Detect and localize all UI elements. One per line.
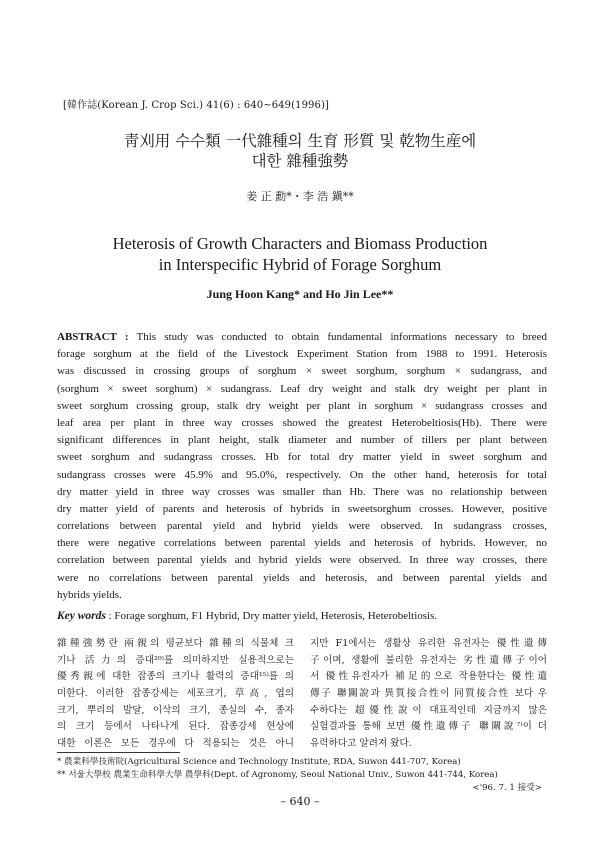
keywords-label: Key words (57, 610, 106, 622)
korean-title-line-2: 대한 雜種強勢 (251, 152, 349, 170)
keywords-text: : Forage sorghum, F1 Hybrid, Dry matter yield, Heterosis, Heterobeltiosis. (105, 610, 438, 622)
footnote-affiliation-1: * 農業科學技術院(Agricultural Science and Technology Institute, RDA, Suwon 441-707, Korea) (57, 757, 461, 767)
abstract-line: dry matter yield in three way crosses was smaller than Hb. There was no relationship between (57, 485, 547, 498)
page-number: – 640 – (280, 795, 320, 808)
body-line: 수하다는 超優性說이 대표적인데 지금까지 많은 (310, 704, 547, 716)
body-column-right (310, 636, 547, 753)
abstract-line: there were negative correlations between parental yields and heterosis of hybrids. However, no (57, 537, 547, 550)
abstract-line: was discussed in crossing groups of sorghum × sweet sorghum, sorghum × sudangrass, and (57, 365, 547, 378)
abstract-line: sweet sorghum and sudangrass crosses. Hb for total dry matter yield in sweet sorghum and (57, 451, 547, 464)
body-line: 대한 이론은 모든 경우에 다 적용되는 것은 아니 (57, 738, 294, 750)
body-line: 기나 活力의 증대²⁰⁾를 의미하지만 실용적으로는 (57, 654, 294, 666)
body-line: 유력하다고 알려져 왔다. (310, 738, 412, 750)
body-line: 서 優性유전자가 補足的으로 작용한다는 優性遺 (310, 671, 547, 683)
abstract-line: dry matter yield of parents and heterosis of hybrids in sweetsorghum crosses. However, positive (57, 502, 547, 515)
english-title-line-2: in Interspecific Hybrid of Forage Sorghum (158, 255, 442, 274)
abstract-line: significant differences in plant height, stalk diameter and number of tillers per plant between (57, 434, 547, 447)
abstract-label: ABSTRACT : (57, 331, 129, 343)
abstract-line: were no correlations between parental yields and heterosis, and between parental yields and (57, 571, 547, 584)
footnote-divider (57, 752, 180, 753)
body-line: 優秀親에 대한 잡종의 크기나 활력의 증대¹⁵⁾를 의 (57, 671, 294, 683)
abstract-line: (sorghum × sweet sorghum) × sudangrass. Leaf dry weight and stalk dry weight per plant in (57, 382, 547, 395)
english-title-line-1: Heterosis of Growth Characters and Biomass Production (112, 234, 488, 253)
body-line: 지만 F1에서는 생활상 유리한 유전자는 優性遺傳 (310, 638, 547, 649)
journal-citation: [韓作誌(Korean J. Crop Sci.) 41(6) : 640~649(1996)] (63, 100, 329, 111)
received-date: <'96. 7. 1 接受> (472, 783, 542, 793)
abstract-line: correlation between parental yields and hybrid yields were observed. In three way crosses, there (57, 554, 547, 567)
body-column-left (57, 636, 294, 753)
abstract-line: forage sorghum at the field of the Livestock Experiment Station from 1988 to 1991. Heterosis (57, 348, 547, 361)
english-authors: Jung Hoon Kang* and Ho Jin Lee** (206, 287, 394, 301)
abstract-text: This study was conducted to obtain fundamental informations necessary to breed (128, 331, 547, 343)
body-line: 의 크기 등에서 나타나게 된다. 잡종강세 현상에 (57, 721, 294, 733)
body-line: 子이며, 생활에 불리한 유전자는 劣性遺傳子이어 (310, 654, 547, 666)
abstract-line: hybrids yields. (57, 588, 122, 601)
body-line: 미한다. 이러한 잡종강세는 세포크기, 草高, 엽의 (57, 688, 294, 700)
body-line: 크기, 뿌리의 발달, 이삭의 크기, 종실의 수, 종자 (57, 704, 294, 716)
abstract-line: leaf area per plant in three way crosses showed the greatest Heterobeltiosis(Hb). There were (57, 416, 547, 429)
body-line: 실험결과를 통해 보면 優性遺傳子 聯關說⁷⁾이 더 (310, 721, 547, 733)
abstract-line: sweet sorghum crossing group, stalk dry weight per plant in sorghum × sudangrass crosses and (57, 399, 547, 412)
abstract (57, 329, 547, 604)
body-line: 雜種強勢란 兩親의 평균보다 雜種의 식물체 크 (57, 638, 294, 649)
korean-title-line-1: 靑刈用 수수類 一代雜種의 生育 形質 및 乾物生産에 (123, 132, 477, 150)
abstract-line: sudangrass crosses were 45.9% and 95.0%, respectively. On the other hand, heterosis for total (57, 468, 547, 481)
abstract-line (57, 329, 547, 346)
footnote-affiliation-2: ** 서울大學校 農業生命科學大學 農學科(Dept. of Agronomy, Seoul National Univ., Suwon 441-744, Korea) (57, 770, 498, 780)
keywords (57, 610, 437, 622)
abstract-line: correlations between parental yield and hybrid yields were observed. In sudangrass crosses, (57, 520, 547, 533)
korean-authors: 姜 正 勳*・李 浩 鎭** (246, 190, 354, 203)
body-line: 傳子 聯關說과 異質接合性이 同質接合性 보다 우 (310, 688, 547, 700)
